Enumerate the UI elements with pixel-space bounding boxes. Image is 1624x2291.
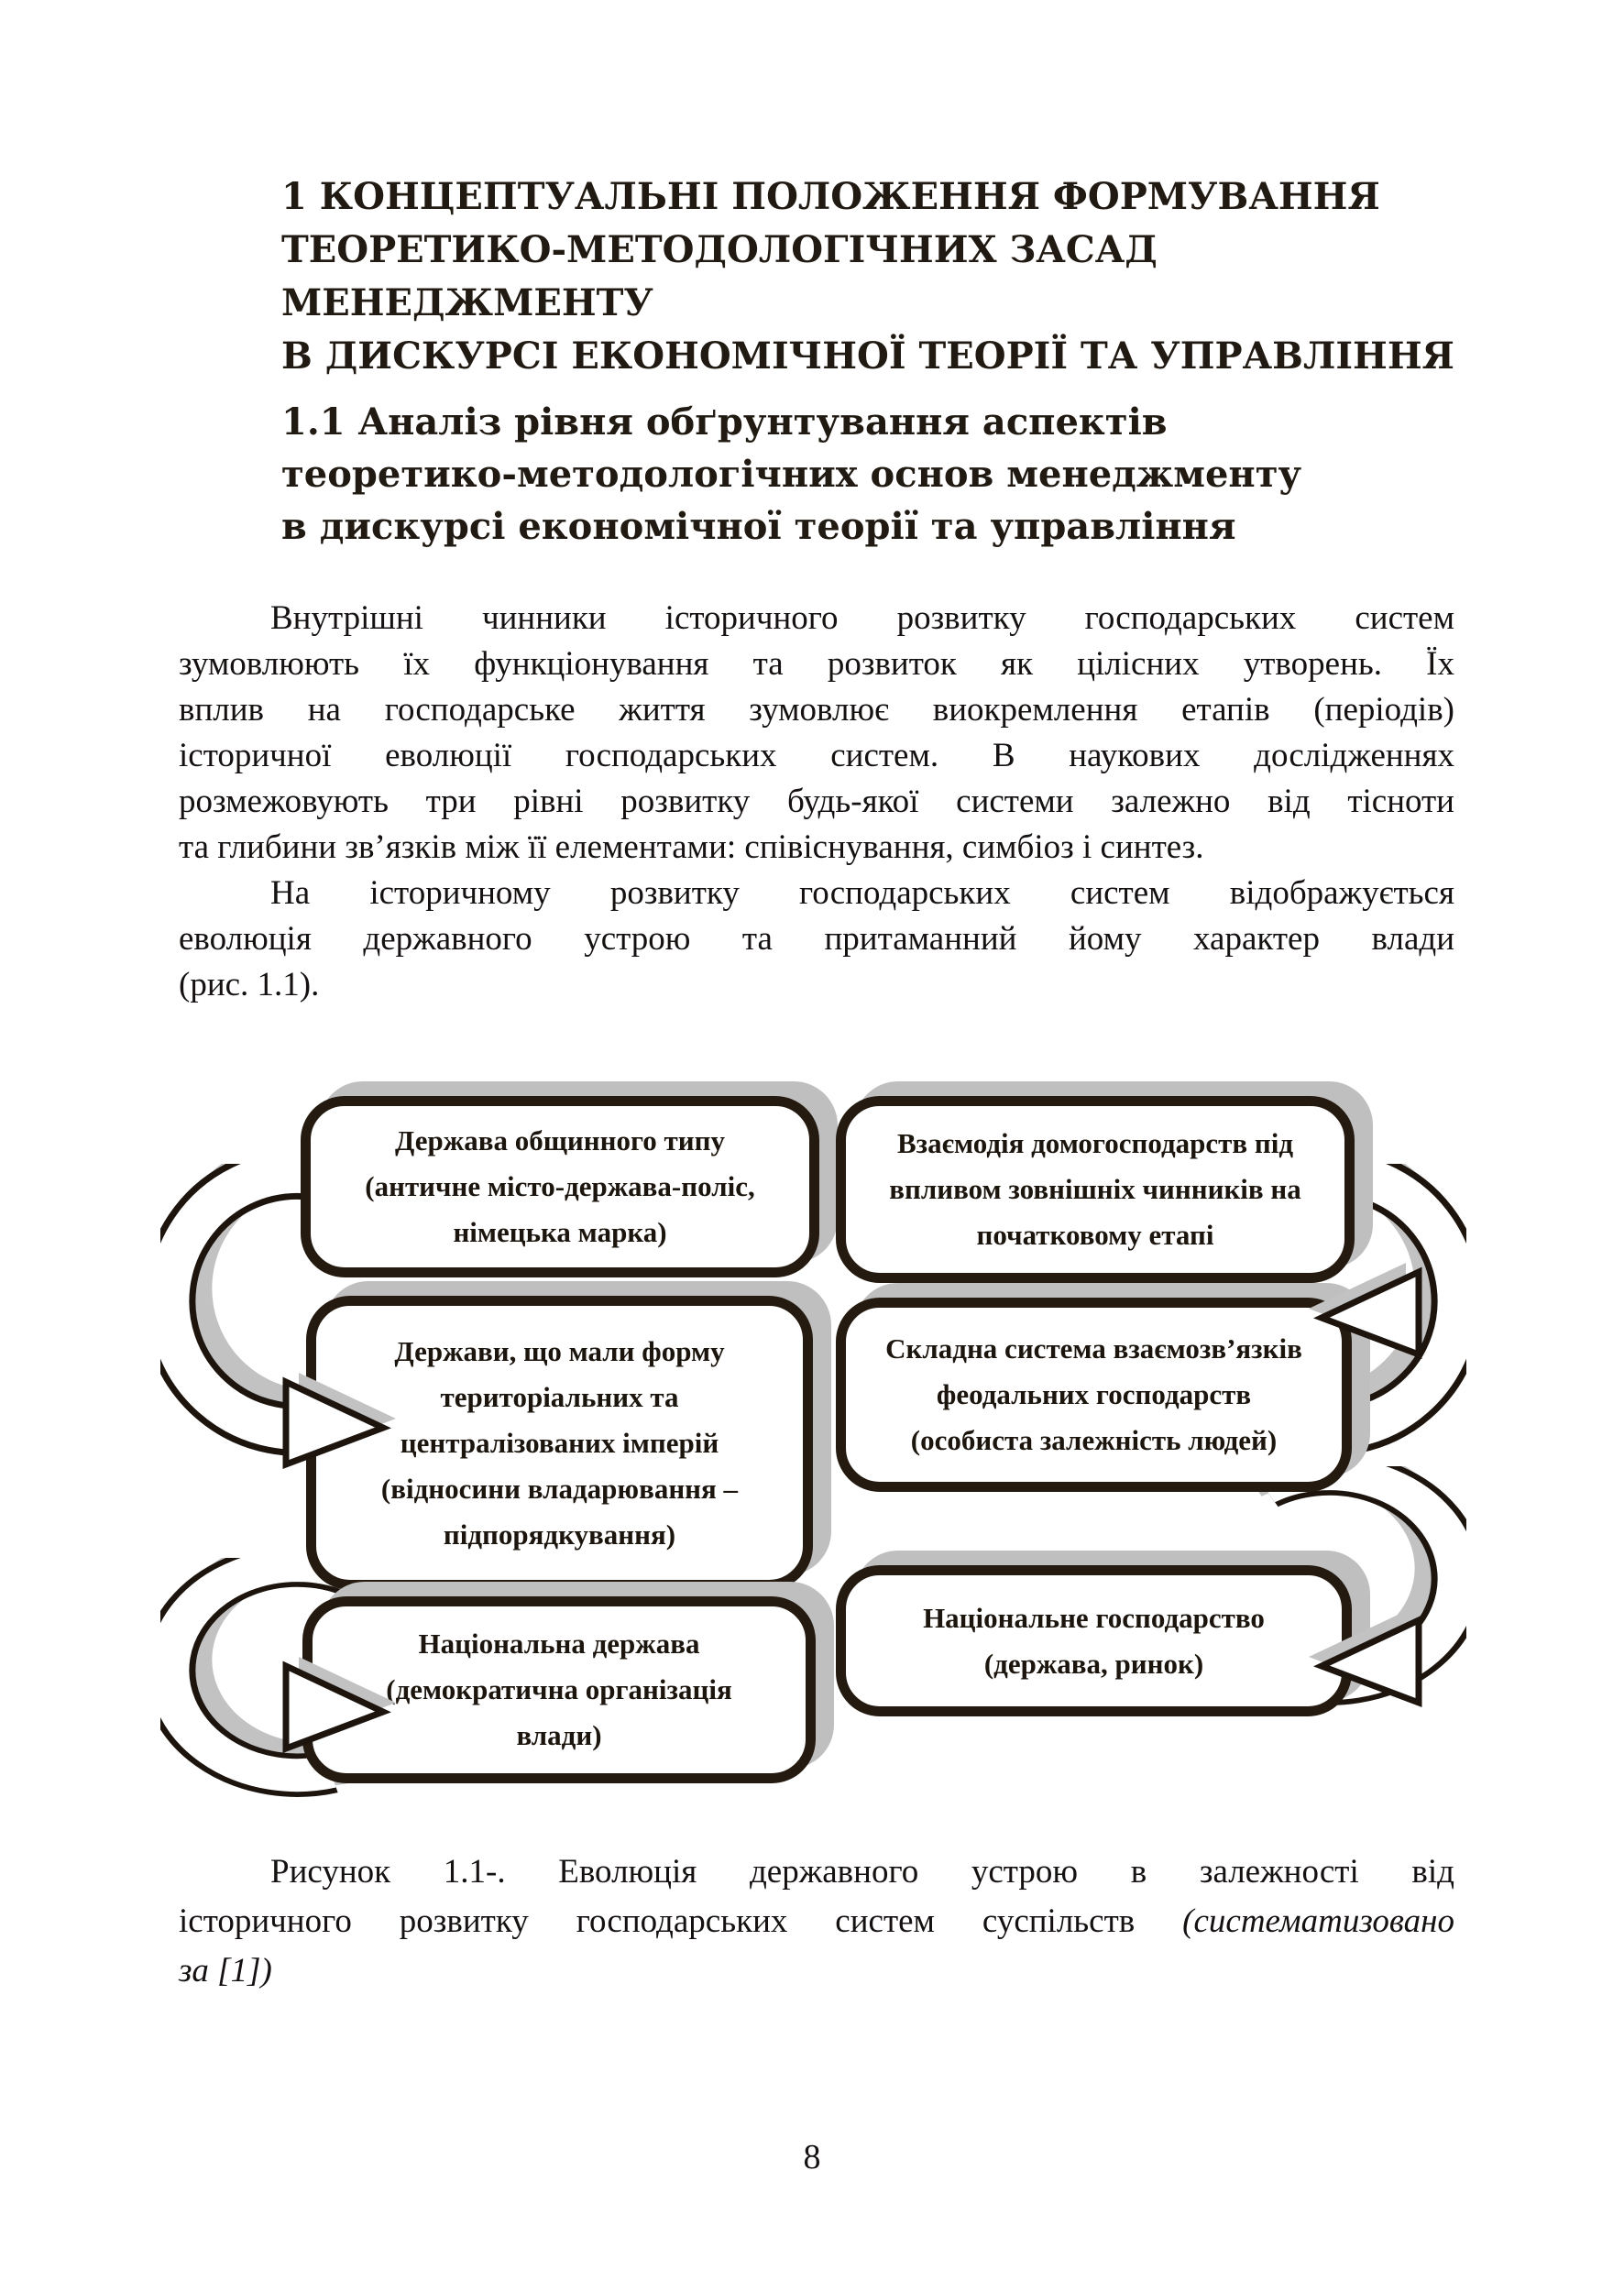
box-text-line: Складна система взаємозв’язків <box>885 1332 1302 1365</box>
figure-caption <box>179 1847 1454 1996</box>
caption-line: за [1]) <box>179 1952 272 1990</box>
box-text-line: Національне господарство <box>923 1601 1265 1634</box>
arrowhead-left-bottom-icon <box>275 1640 403 1769</box>
box-text-line: впливом зовнішніх чинників на <box>889 1173 1301 1205</box>
text-line: (рис. 1.1). <box>179 966 320 1003</box>
box-text-line: Держави, що мали форму <box>394 1334 725 1367</box>
diagram-box-communal-state <box>301 1096 819 1277</box>
box-text-line: Національна держава <box>418 1628 700 1660</box>
text-line: вплив на господарське життя зумовлює виокремлення етапів (періодів) <box>179 691 1454 729</box>
chapter-title-line: 1 КОНЦЕПТУАЛЬНІ ПОЛОЖЕННЯ ФОРМУВАННЯ <box>281 175 1380 218</box>
arrowhead-right-bottom-icon <box>1301 1595 1430 1723</box>
arrowhead-right-top-icon <box>1301 1246 1430 1375</box>
text-line: зумовлюють їх функціонування та розвиток як цілісних утворень. Їх <box>179 645 1454 683</box>
box-text-line: німецька марка) <box>453 1216 667 1248</box>
text-line: та глибини зв’язків між її елементами: співіснування, симбіоз і синтез. <box>179 828 1204 866</box>
text-line: На історичному розвитку господарських систем відображується <box>270 874 1454 912</box>
chapter-title-line: ТЕОРЕТИКО-МЕТОДОЛОГІЧНИХ ЗАСАД МЕНЕДЖМЕНТУ <box>281 228 1158 324</box>
text-line: Внутрішні чинники історичного розвитку господарських систем <box>270 599 1454 637</box>
box-text-line: початковому етапі <box>976 1219 1214 1251</box>
text-line: історичної еволюції господарських систем. В наукових дослідженнях <box>179 737 1454 774</box>
box-text-line: феодальних господарств <box>936 1378 1252 1410</box>
page-number: 8 <box>803 2138 821 2176</box>
box-text-line: централізованих імперій <box>400 1426 719 1459</box>
caption-line: Рисунок 1.1-. Еволюція державного устрою в залежності від <box>270 1853 1454 1891</box>
box-text-line: (відносини владарювання – <box>380 1472 739 1505</box>
box-text-line: влади) <box>516 1719 602 1751</box>
chapter-title-line: В ДИСКУРСІ ЕКОНОМІЧНОЇ ТЕОРІЇ ТА УПРАВЛІННЯ <box>281 334 1454 378</box>
diagram-box-household-interaction <box>836 1096 1355 1283</box>
text-line: еволюція державного устрою та притаманний йому характер влади <box>179 920 1454 958</box>
box-text-line: (держава, ринок) <box>983 1647 1204 1680</box>
diagram-box-feudal-system <box>836 1298 1352 1492</box>
box-text-line: Взаємодія домогосподарств під <box>896 1127 1294 1159</box>
diagram-box-national-economy <box>836 1565 1352 1716</box>
caption-regular-text: історичного розвитку господарських систем суспільств <box>179 1902 1183 1940</box>
section-subtitle-line: 1.1 Аналіз рівня обґрунтування аспектів <box>281 400 1168 444</box>
text-line: розмежовують три рівні розвитку будь-якої системи залежно від тісноти <box>179 783 1454 820</box>
box-text-line: територіальних та <box>440 1380 679 1413</box>
box-text-line: (античне місто-держава-поліс, <box>365 1170 755 1202</box>
caption-line <box>179 1897 1454 1946</box>
caption-italic-text: (систематизовано <box>1182 1902 1454 1940</box>
box-text-line: (особиста залежність людей) <box>910 1424 1278 1456</box>
box-text-line: (демократична організація <box>386 1673 732 1705</box>
box-text-line: Держава общинного типу <box>395 1124 725 1156</box>
section-subtitle-line: теоретико-методологічних основ менеджменту <box>281 453 1302 496</box>
section-subtitle-line: в дискурсі економічної теорії та управління <box>281 505 1236 548</box>
arrowhead-left-top-icon <box>275 1356 403 1485</box>
box-text-line: підпорядкування) <box>443 1518 676 1551</box>
